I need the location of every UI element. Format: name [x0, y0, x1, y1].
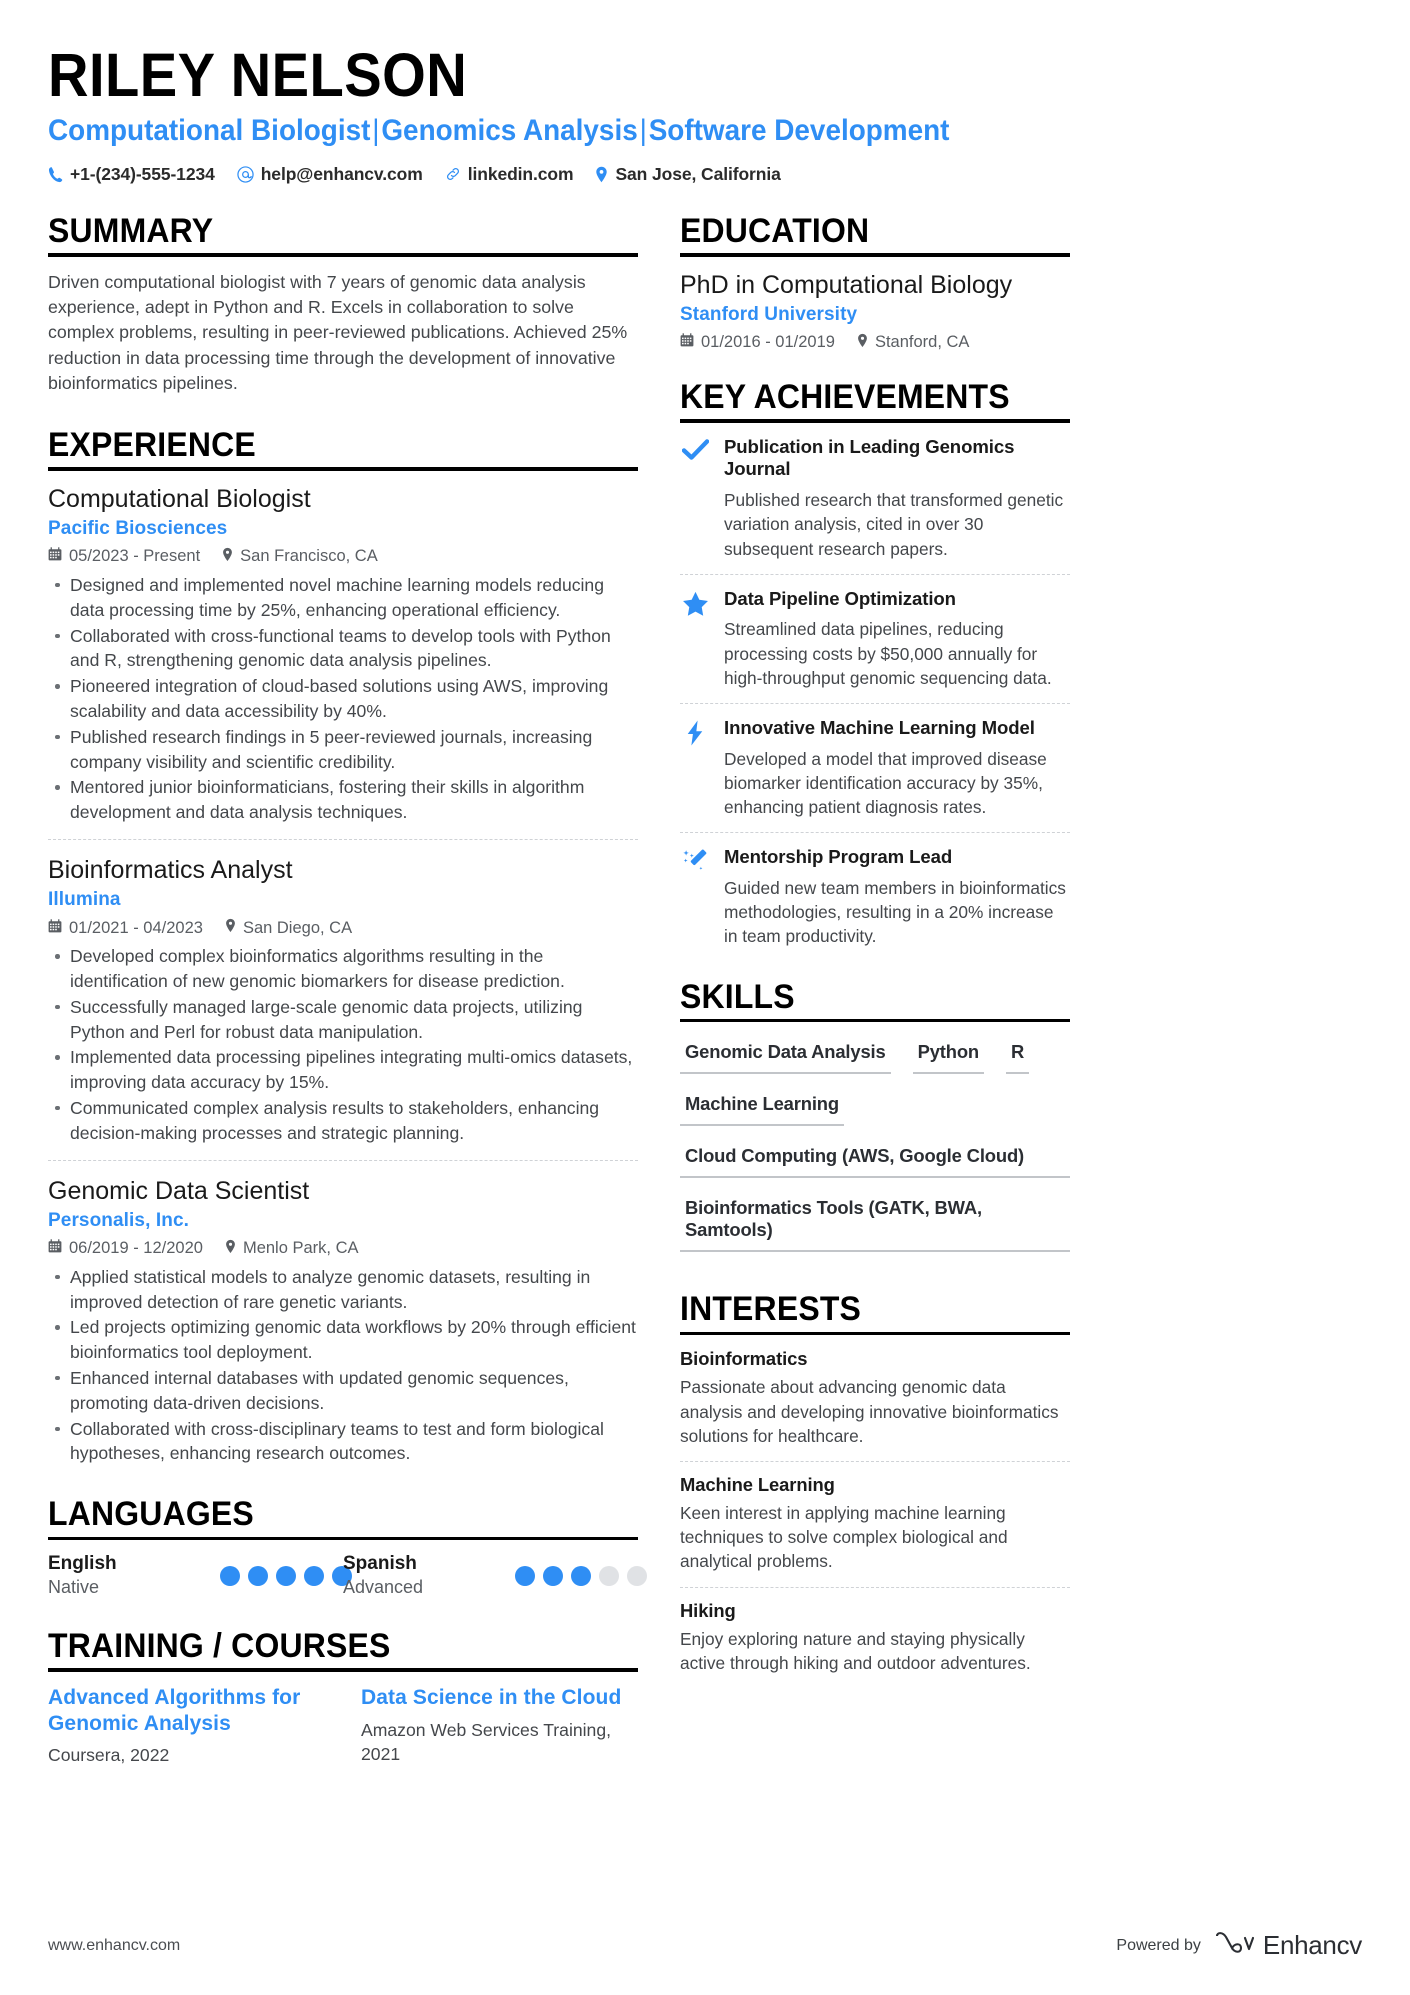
course-name[interactable]: Data Science in the Cloud — [361, 1685, 622, 1709]
skill-item: R — [1006, 1035, 1029, 1074]
interest-divider — [680, 1461, 1070, 1462]
job-company[interactable]: Pacific Biosciences — [48, 517, 228, 539]
contact-phone-text: +1-(234)-555-1234 — [70, 163, 215, 184]
location-pin-icon — [222, 547, 233, 567]
footer-website[interactable]: www.enhancv.com — [48, 1936, 181, 1954]
job-dates-text: 06/2019 - 12/2020 — [69, 1239, 203, 1258]
section-rule — [48, 467, 638, 471]
rating-dot — [543, 1566, 563, 1586]
education-dates — [680, 333, 835, 352]
language-name: Spanish — [343, 1553, 417, 1575]
section-summary — [48, 213, 638, 397]
achievement-title: Publication in Leading Genomics Journal — [724, 435, 1015, 480]
section-title-education: EDUCATION — [680, 211, 870, 250]
headline-separator: | — [639, 114, 647, 148]
job-bullet: Communicated complex analysis results to stakeholders, enhancing decision-making processes and strategic planning. — [48, 1096, 638, 1146]
achievement-title: Innovative Machine Learning Model — [724, 716, 1035, 738]
interest-name: Hiking — [680, 1599, 736, 1621]
right-column — [680, 213, 1070, 1772]
education-location — [857, 333, 969, 353]
rating-dot — [515, 1566, 535, 1586]
job-location-text: Menlo Park, CA — [242, 1239, 359, 1258]
achievement-text: Developed a model that improved disease biomarker identification accuracy by 35%, enhancing patient diagnosis rates. — [724, 748, 1047, 818]
job-bullet: Developed complex bioinformatics algorithms resulting in the identification of new genomic biomarkers for disease prediction. — [48, 944, 638, 994]
section-title-interests: INTERESTS — [680, 1290, 862, 1329]
section-rule — [48, 1537, 638, 1541]
star-icon — [680, 588, 710, 617]
location-pin-icon — [857, 333, 868, 353]
course-name[interactable]: Advanced Algorithms for Genomic Analysis — [48, 1685, 301, 1735]
rating-dot — [304, 1566, 324, 1586]
section-courses — [48, 1628, 638, 1768]
interest-text: Enjoy exploring nature and staying physically active through hiking and outdoor adventures. — [680, 1628, 1031, 1673]
rating-dot — [599, 1566, 619, 1586]
language-item — [48, 1553, 343, 1598]
interest-divider — [680, 1587, 1070, 1588]
skill-item: Genomic Data Analysis — [680, 1035, 891, 1074]
entry-divider — [48, 1160, 638, 1161]
footer-branding — [1116, 1930, 1362, 1961]
job-dates-text: 01/2021 - 04/2023 — [69, 918, 203, 937]
achievement-divider — [680, 832, 1070, 833]
section-rule — [680, 253, 1070, 257]
headline-separator: | — [372, 114, 380, 148]
phone-icon — [48, 166, 63, 183]
job-bullet: Implemented data processing pipelines integrating multi-omics datasets, improving data accuracy by 15%. — [48, 1045, 638, 1095]
contact-email-text: help@enhancv.com — [260, 163, 423, 184]
interest-name: Machine Learning — [680, 1473, 835, 1495]
calendar-icon — [48, 919, 62, 938]
job-company[interactable]: Illumina — [48, 889, 121, 911]
language-rating — [220, 1566, 352, 1586]
experience-entry — [48, 1176, 638, 1467]
summary-text: Driven computational biologist with 7 years of genomic data analysis experience, adept in Python and R. Excels in collaboration to solve complex problems, resulting in peer-reviewed publications. Achieved 25% reduction in data processing time through the development of innovative bioinformatics pipelines. — [48, 271, 628, 394]
section-achievements — [680, 379, 1070, 949]
job-bullet: Published research findings in 5 peer-reviewed journals, increasing company visibility and scientific credibility. — [48, 725, 638, 775]
job-location-text: San Diego, CA — [242, 918, 353, 937]
achievement-text: Streamlined data pipelines, reducing processing costs by $50,000 annually for high-throughput genomic sequencing data. — [724, 619, 1052, 688]
language-level: Advanced — [343, 1577, 424, 1598]
section-title-languages: LANGUAGES — [48, 1495, 254, 1534]
location-pin-icon — [225, 918, 236, 938]
contact-linkedin-text: linkedin.com — [467, 163, 574, 184]
candidate-name: RILEY NELSON — [48, 41, 468, 109]
experience-entry — [48, 855, 638, 1146]
location-pin-icon — [225, 1239, 236, 1259]
job-bullet: Applied statistical models to analyze genomic datasets, resulting in improved detection of rare genetic variants. — [48, 1265, 638, 1315]
skill-item: Python — [913, 1035, 984, 1074]
achievement-item — [680, 588, 1070, 690]
contact-phone[interactable] — [48, 164, 215, 185]
achievement-item — [680, 846, 1070, 948]
job-bullets — [48, 1265, 638, 1466]
skill-item: Machine Learning — [680, 1087, 844, 1126]
section-rule — [680, 1019, 1070, 1023]
job-bullet: Successfully managed large-scale genomic data projects, utilizing Python and Perl for robust data manipulation. — [48, 995, 638, 1045]
calendar-icon — [48, 1239, 62, 1258]
achievement-title: Data Pipeline Optimization — [724, 587, 956, 609]
job-location — [225, 918, 352, 938]
job-bullets — [48, 944, 638, 1145]
interest-item — [680, 1600, 1070, 1675]
section-experience — [48, 427, 638, 1466]
section-languages — [48, 1496, 638, 1598]
section-title-summary: SUMMARY — [48, 211, 214, 250]
section-rule — [680, 419, 1070, 423]
contact-location-text: San Jose, California — [615, 163, 781, 184]
skill-item: Cloud Computing (AWS, Google Cloud) — [680, 1139, 1070, 1178]
job-location-text: San Francisco, CA — [240, 547, 378, 566]
enhancv-mark-icon — [1214, 1930, 1254, 1961]
contact-location — [595, 164, 780, 185]
skills-list — [680, 1035, 1070, 1265]
achievement-item — [680, 436, 1070, 561]
education-meta — [680, 333, 1070, 353]
achievement-title: Mentorship Program Lead — [724, 846, 953, 868]
job-role: Bioinformatics Analyst — [48, 855, 293, 884]
section-rule — [48, 253, 638, 257]
degree-name: PhD in Computational Biology — [680, 270, 1013, 299]
job-bullet: Collaborated with cross-disciplinary teams to test and form biological hypotheses, enhancing research outcomes. — [48, 1417, 638, 1467]
school-name[interactable]: Stanford University — [680, 303, 858, 325]
magic-wand-icon — [680, 846, 710, 875]
job-bullet: Pioneered integration of cloud-based solutions using AWS, improving scalability and data accessibility by 40%. — [48, 674, 638, 724]
job-dates — [48, 547, 200, 566]
candidate-headline — [48, 114, 1270, 149]
achievement-divider — [680, 574, 1070, 575]
interest-name: Bioinformatics — [680, 1348, 808, 1370]
job-bullet: Designed and implemented novel machine learning models reducing data processing time by 25%, enhancing operational efficiency. — [48, 573, 638, 623]
contact-email[interactable] — [237, 164, 423, 185]
languages-list — [48, 1553, 638, 1598]
calendar-icon — [680, 333, 694, 352]
contact-row — [48, 164, 1362, 185]
course-provider: Amazon Web Services Training, 2021 — [361, 1719, 612, 1765]
job-bullets — [48, 573, 638, 825]
section-skills — [680, 979, 1070, 1266]
education-location-text: Stanford, CA — [874, 333, 970, 352]
language-item — [343, 1553, 638, 1598]
interest-item — [680, 1474, 1070, 1574]
language-level: Native — [48, 1577, 100, 1598]
check-icon — [680, 436, 710, 461]
job-role: Computational Biologist — [48, 484, 311, 513]
job-company[interactable]: Personalis, Inc. — [48, 1209, 189, 1231]
headline-part-2: Genomics Analysis — [381, 114, 638, 148]
interest-item — [680, 1348, 1070, 1448]
rating-dot — [627, 1566, 647, 1586]
section-interests — [680, 1291, 1070, 1675]
job-dates — [48, 1239, 203, 1258]
rating-dot — [248, 1566, 268, 1586]
course-provider: Coursera, 2022 — [48, 1745, 170, 1766]
headline-part-3: Software Development — [648, 114, 950, 148]
experience-entry — [48, 484, 638, 825]
language-rating — [515, 1566, 647, 1586]
job-location — [225, 1239, 359, 1259]
achievement-item — [680, 717, 1070, 819]
courses-list — [48, 1685, 638, 1768]
calendar-icon — [48, 547, 62, 566]
achievement-divider — [680, 703, 1070, 704]
interest-text: Keen interest in applying machine learning techniques to solve complex biological and analytical problems. — [680, 1502, 1008, 1572]
section-rule — [680, 1332, 1070, 1336]
section-title-courses: TRAINING / COURSES — [48, 1627, 391, 1666]
enhancv-logo[interactable] — [1214, 1930, 1362, 1961]
job-role: Genomic Data Scientist — [48, 1176, 310, 1205]
section-title-experience: EXPERIENCE — [48, 425, 256, 464]
rating-dot — [571, 1566, 591, 1586]
job-dates-text: 05/2023 - Present — [69, 547, 201, 566]
job-bullet: Enhanced internal databases with updated genomic sequences, promoting data-driven decisions. — [48, 1366, 638, 1416]
resume-header — [48, 41, 1362, 185]
education-dates-text: 01/2016 - 01/2019 — [701, 333, 835, 352]
job-bullet: Mentored junior bioinformaticians, fostering their skills in algorithm development and data analysis techniques. — [48, 775, 638, 825]
email-icon — [237, 166, 254, 183]
achievement-text: Guided new team members in bioinformatics methodologies, resulting in a 20% increase in team productivity. — [724, 877, 1066, 947]
course-item — [361, 1685, 638, 1768]
skill-item: Bioinformatics Tools (GATK, BWA, Samtools) — [680, 1191, 1070, 1252]
language-name: English — [48, 1553, 117, 1575]
job-dates — [48, 919, 203, 938]
rating-dot — [220, 1566, 240, 1586]
interest-text: Passionate about advancing genomic data analysis and developing innovative bioinformatics solutions for healthcare. — [680, 1377, 1059, 1446]
education-entry — [680, 270, 1070, 353]
location-pin-icon — [595, 166, 608, 183]
achievement-text: Published research that transformed genetic variation analysis, cited in over 30 subsequent research papers. — [724, 490, 1064, 559]
section-rule — [48, 1668, 638, 1672]
course-item — [48, 1685, 325, 1768]
job-meta — [48, 547, 638, 567]
section-education — [680, 213, 1070, 353]
enhancv-wordmark: Enhancv — [1262, 1930, 1362, 1960]
job-location — [222, 547, 378, 567]
resume-footer — [48, 1930, 1362, 1961]
section-title-skills: SKILLS — [680, 977, 795, 1016]
job-bullet: Led projects optimizing genomic data workflows by 20% through efficient bioinformatics tool deployment. — [48, 1315, 638, 1365]
rating-dot — [276, 1566, 296, 1586]
entry-divider — [48, 839, 638, 840]
powered-by-label: Powered by — [1116, 1936, 1201, 1954]
resume-columns — [48, 213, 1362, 1772]
contact-linkedin[interactable] — [445, 164, 574, 185]
left-column — [48, 213, 638, 1772]
job-meta — [48, 918, 638, 938]
job-bullet: Collaborated with cross-functional teams to develop tools with Python and R, strengthening genomic data analysis pipelines. — [48, 624, 638, 674]
headline-part-1: Computational Biologist — [48, 114, 371, 148]
lightning-bolt-icon — [680, 717, 710, 746]
section-title-achievements: KEY ACHIEVEMENTS — [680, 377, 1010, 416]
job-meta — [48, 1239, 638, 1259]
link-icon — [445, 166, 461, 182]
